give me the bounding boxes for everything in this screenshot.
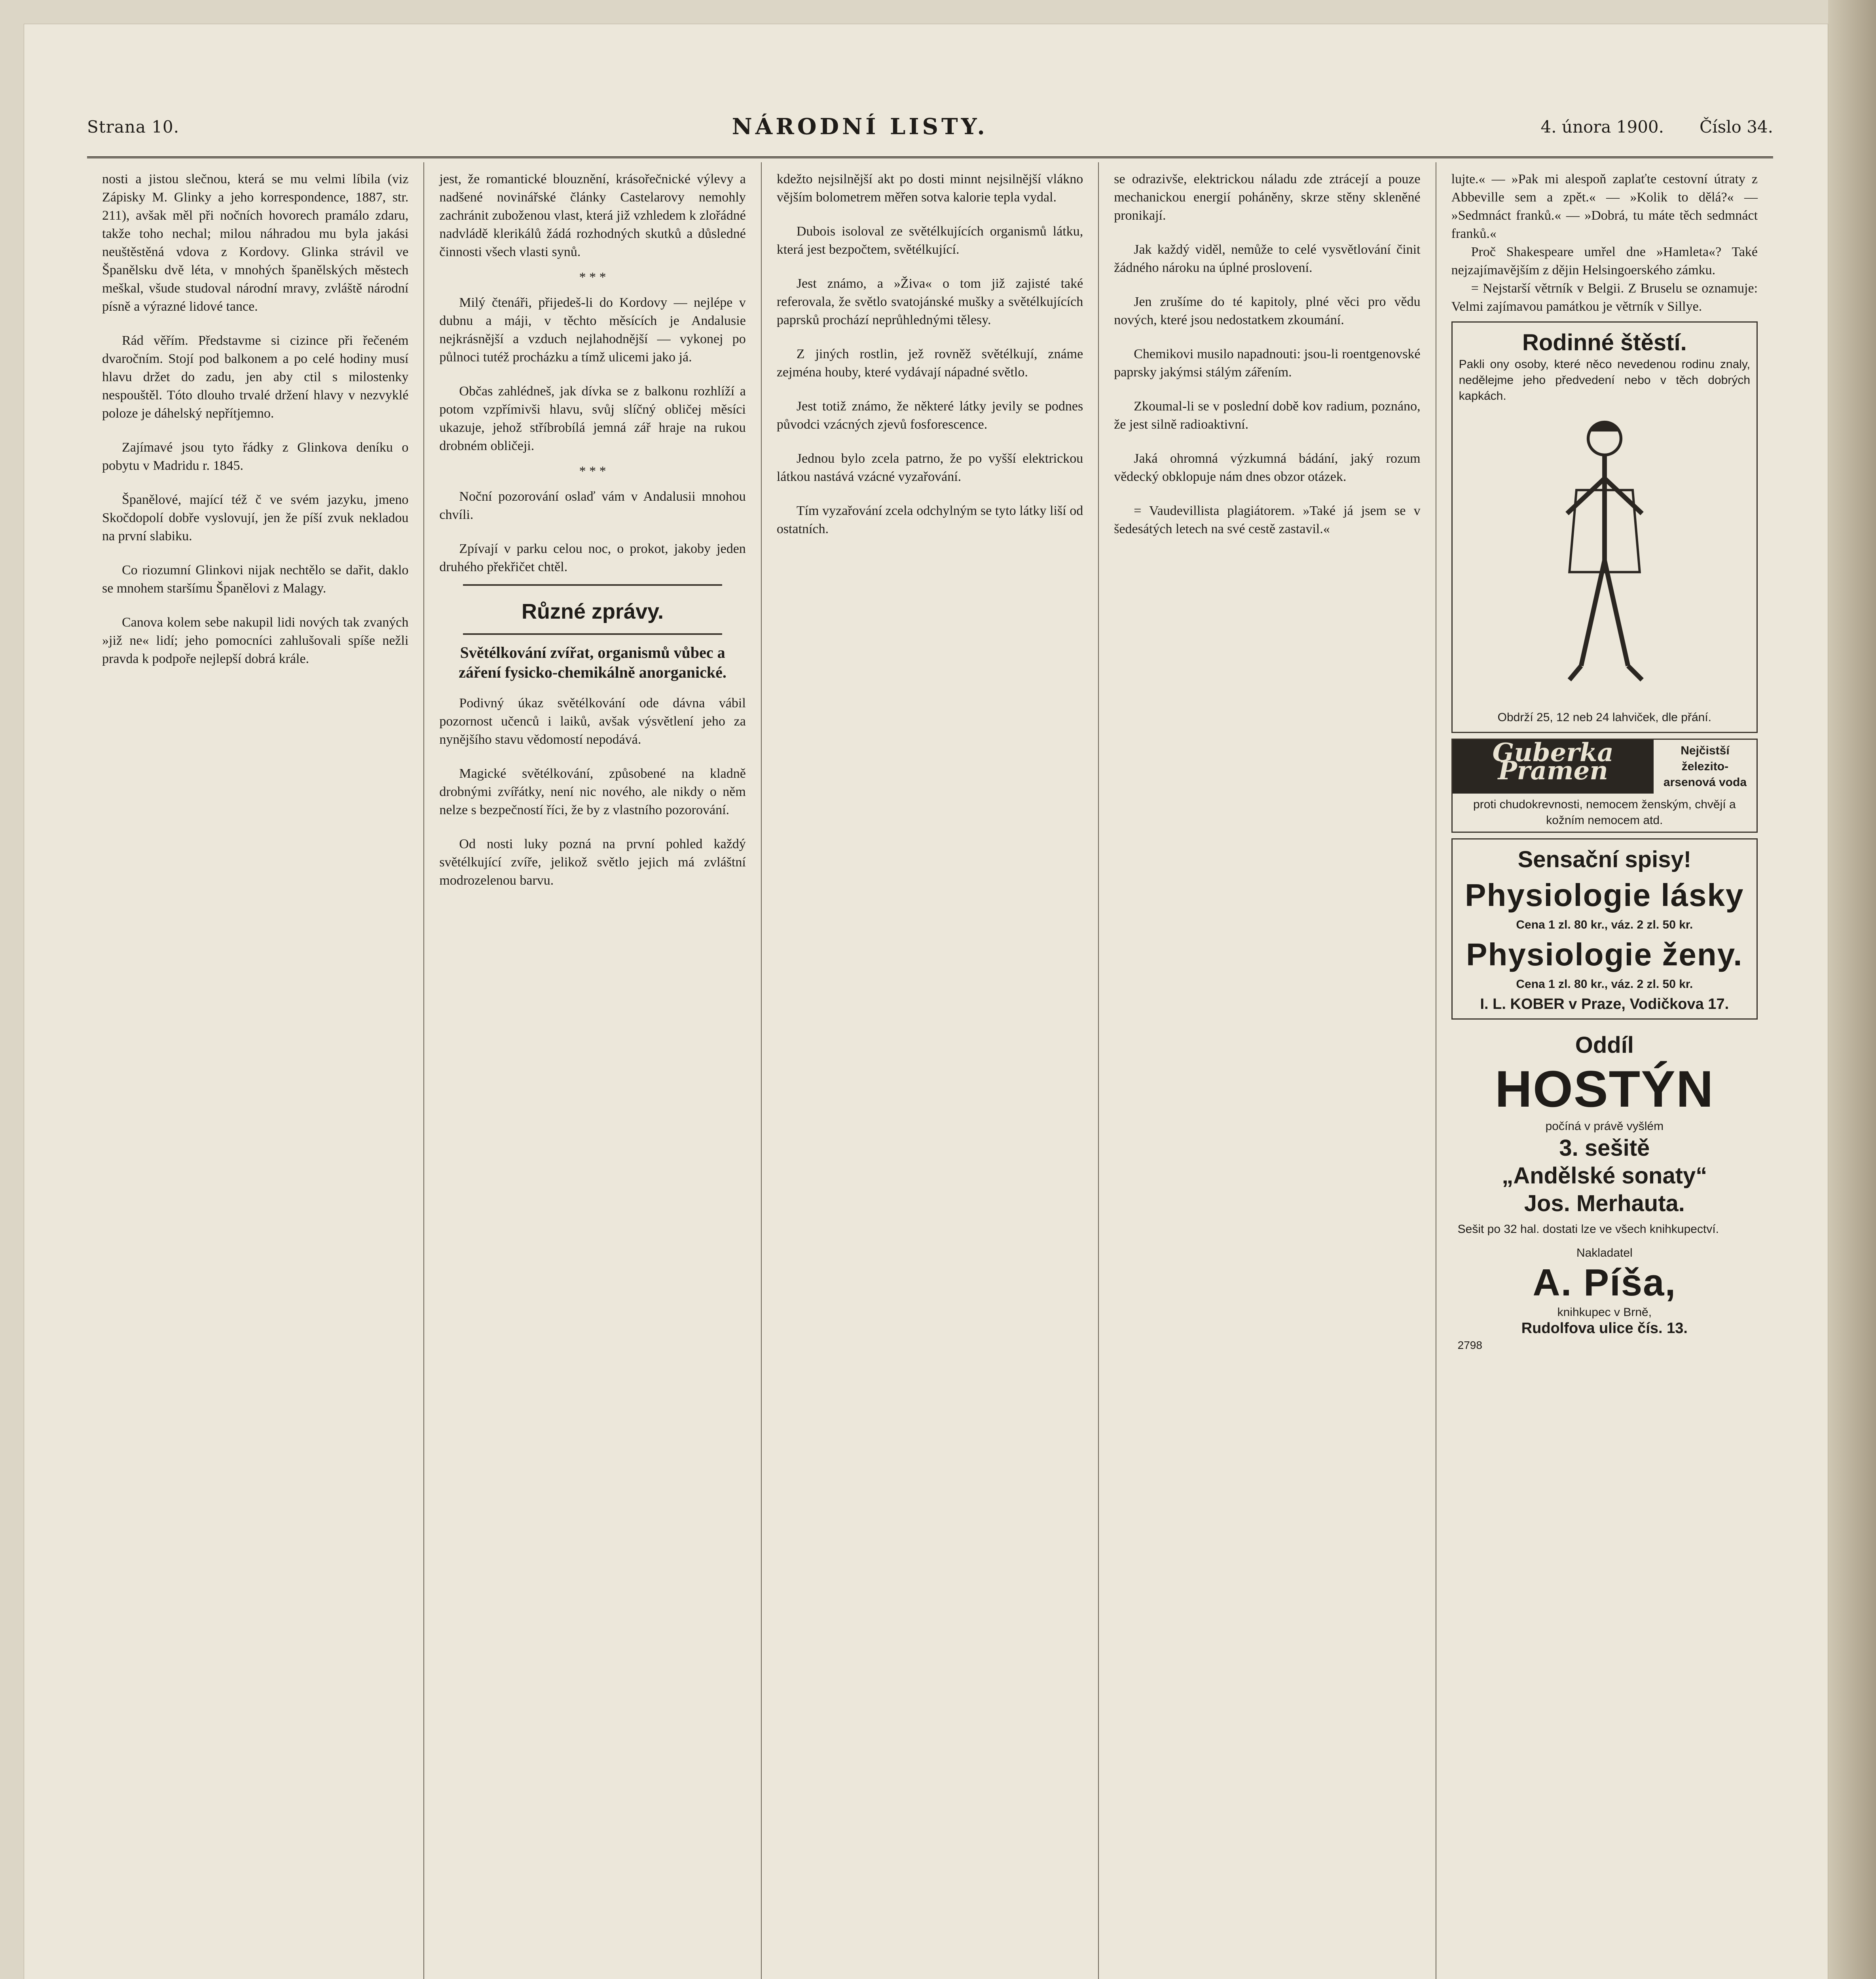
paragraph: Chemikovi musilo napadnouti: jsou-li roentgenovské paprsky jakýmsi stálým zářením. [1114, 347, 1421, 380]
book-title: Physiologie lásky [1465, 877, 1744, 913]
paragraph: Obdrží 25, 12 neb 24 lahviček, dle přání. [1497, 711, 1711, 724]
page-number: Strana 10. [87, 117, 180, 137]
paragraph: Od nosti luky pozná na první pohled každý světélkující zvíře, jelikož světlo jejich má zvláštní modrozelenou barvu. [439, 837, 746, 888]
paragraph: Jak každý viděl, nemůže to celé vysvětlování činit žádného nároku na úplné proslovení. [1114, 242, 1421, 275]
ad-note: proti chudokrevnosti, nemocem ženským, chvějí a kožním nemocem atd. [1473, 798, 1736, 827]
paragraph: Zkoumal-li se v poslední době kov radium, poznáno, že jest silně radioaktivní. [1114, 399, 1421, 432]
separator-rule [463, 633, 722, 635]
advertisement-books [1451, 838, 1758, 1020]
section-divider: * * * [579, 270, 606, 285]
section-divider: * * * [579, 464, 606, 479]
paragraph: Canova kolem sebe nakupil lidi nových tak zvaných »již ne« lidí; jeho pomocníci zahlušovali spíše nežli pravda k podpoře nejlepší dobrá krále. [102, 615, 409, 666]
column-5 [1436, 162, 1773, 1979]
paragraph: lujte.« — »Pak mi alespoň zaplaťte cestovní útraty z Abbeville sem a zpět.« — »Kolik to dělá?« — »Sedmnáct franků.« — »Dobrá, tu máte těch sedmnáct franků.« [1451, 172, 1758, 241]
ad-text: knihkupec v Brně, [1557, 1306, 1652, 1319]
paragraph: Zpívají v parku celou noc, o prokot, jakoby jeden druhého překřičet chtěl. [439, 541, 746, 574]
article-columns [87, 162, 1773, 1979]
book-title: Physiologie ženy. [1466, 937, 1743, 972]
folk-figure-illustration-icon [1533, 408, 1676, 701]
issue-number: Číslo 34. [1700, 117, 1773, 137]
paragraph: Jen zrušíme do té kapitoly, plné věci pro vědu nových, které jsou nedostatkem zkoumání. [1114, 294, 1421, 327]
paragraph: Tím vyzařování zcela odchylným se tyto látky liší od ostatních. [776, 503, 1083, 536]
paragraph: Španělové, mající též č ve svém jazyku, jmeno Skočdopolí dobře vyslovují, jen že píší zvuk nekladou na první slabiku. [102, 492, 409, 543]
paragraph: Jest totiž známo, že některé látky jevily se podnes původci vzácných zjevů fosforescence. [776, 399, 1083, 432]
ad-headline: Sensační spisy! [1517, 847, 1692, 872]
paragraph: Rád věřím. Představme si cizince při řečeném dvaročním. Stojí pod balkonem a po celé hodiny musí hlavu držet do zadu, jen aby ctil s milostenky nespouštěl. Tóto dlouho trvalé držení hlavy v nezvyklé poloze je dáhelský nepřítjemno. [102, 333, 409, 421]
publisher-name: I. L. KOBER v Praze, Vodičkova 17. [1480, 996, 1729, 1012]
article-heading: Světélkování zvířat, organismů vůbec a záření fysicko-chemikálně anorganické. [459, 644, 726, 681]
paragraph: Zajímavé jsou tyto řádky z Glinkova deníku o pobytu v Madridu r. 1845. [102, 440, 409, 473]
ad-tagline: Nejčistší železito-arsenová voda [1663, 744, 1747, 789]
column-2 [423, 162, 761, 1979]
paragraph: kdežto nejsilnější akt po dosti minnt nejsilnější vlákno vějším bolometrem měřen sotva kalorie tepla vydal. [776, 172, 1083, 205]
paragraph: Proč Shakespeare umřel dne »Hamleta«? Také nejzajímavějším z dějin Helsingoerského zámku. [1451, 245, 1758, 277]
section-heading: Různé zprávy. [522, 600, 664, 623]
ad-brand: Guberka Pramen [1453, 740, 1654, 794]
column-4 [1098, 162, 1435, 1979]
ad-number: 2798 [1457, 1339, 1482, 1351]
masthead [87, 103, 1773, 150]
ad-text: Rudolfova ulice čís. 13. [1521, 1320, 1688, 1337]
paragraph: se odrazivše, elektrickou náladu zde ztrácejí a pouze mechanickou energií poháněny, skrze stěny skleněné pronikají. [1114, 172, 1421, 223]
paragraph: = Nejstarší větrník v Belgii. Z Bruselu se oznamuje: Velmi zajímavou památkou je větrník v Sillye. [1451, 281, 1758, 314]
paragraph: Z jiných rostlin, jež rovněž světélkují, známe zejména houby, které vydávají nápadné světlo. [776, 347, 1083, 380]
ad-text: Nakladatel [1576, 1246, 1633, 1259]
issue-meta [1540, 117, 1773, 137]
paragraph: Milý čtenáři, přijedeš-li do Kordovy — nejlépe v dubnu a máji, v těchto měsících je Andalusie nejkrásnější a vzduch nejlahodnější — vykonej po půlnoci tutéž procházku a tímž ulicemi jako já. [439, 295, 746, 365]
column-3 [761, 162, 1098, 1979]
paragraph: Co riozumní Glinkovi nijak nechtělo se dařit, daklo se mnohem staršímu Španělovi z Malagy. [102, 563, 409, 596]
paragraph: jest, že romantické blouznění, krásořečnické výlevy a nadšené novinářské články Castelarovy nemohly zachránit zuboženou vlast, která již vzhledem k zlořádné nadvládě klerikálů žádá rozhodných skutků a důsledné činnosti všech vlasti synů. [439, 172, 746, 259]
ad-author: Jos. Merhauta. [1524, 1191, 1685, 1216]
issue-date: 4. února 1900. [1540, 117, 1664, 137]
advertisement-mineral-water [1451, 739, 1758, 833]
ad-title: HOSTÝN [1495, 1060, 1714, 1118]
book-price: Cena 1 zl. 80 kr., váz. 2 zl. 50 kr. [1516, 918, 1693, 931]
page-binding-edge [1828, 0, 1876, 1979]
masthead-rule [87, 156, 1773, 158]
paragraph: = Vaudevillista plagiátorem. »Také já jsem se v šedesátých letech na své cestě zastavil.« [1114, 503, 1421, 536]
paragraph: Jest známo, a »Živa« o tom již zajisté také referovala, že světlo svatojánské mušky a světélkujících paprsků prochází neprůhlednými tělesy. [776, 276, 1083, 327]
paragraph: Občas zahlédneš, jak dívka se z balkonu rozhlíží a potom vzpřímivši hlavu, svůj slíčný obličej měsíci ukazuje, jehož stříbrobílá jemná zář hraje na rukou drobném obličeji. [439, 384, 746, 453]
book-price: Cena 1 zl. 80 kr., váz. 2 zl. 50 kr. [1516, 978, 1693, 991]
ad-text: 3. sešitě [1559, 1135, 1650, 1161]
paragraph: Pakli ony osoby, které něco nevedenou rodinu znaly, nedělejme jeho předvedení nebo v těch dobrých kapkách. [1459, 358, 1751, 403]
ad-text: Sešit po 32 hal. dostati lze ve všech knihkupectví. [1457, 1223, 1719, 1236]
paragraph: Jaká ohromná výzkumná bádání, jaký rozum vědecký obklopuje nám dnes obzor otázek. [1114, 451, 1421, 484]
ad-title: „Andělské sonaty“ [1502, 1163, 1707, 1189]
publisher-name: A. Píša, [1533, 1261, 1677, 1304]
advertisement-hostyn [1451, 1025, 1758, 1361]
paragraph: Dubois isoloval ze světélkujících organismů látku, která jest bezpočtem, světélkující. [776, 224, 1083, 257]
paragraph: Podivný úkaz světélkování ode dávna vábil pozornost učenců i laiků, avšak výsvětlení jeho za nynějšího stavu vědomostí nepodává. [439, 696, 746, 747]
separator-rule [463, 584, 722, 586]
ad-heading: Rodinné štěstí. [1522, 330, 1687, 355]
paragraph: Magické světélkování, způsobené na kladně drobnými zvířátky, není nic nového, ale nikdy o něm nelze s bezpečností říci, že by z vlastního pozorování. [439, 766, 746, 817]
paragraph: Noční pozorování oslaď vám v Andalusii mnohou chvíli. [439, 489, 746, 522]
ad-text: počíná v právě vyšlém [1545, 1120, 1664, 1133]
advertisement-rodinne-stesti [1451, 321, 1758, 733]
paragraph: Jednou bylo zcela patrno, že po vyšší elektrickou látkou nastává vzácné vyzařování. [776, 451, 1083, 484]
paragraph: nosti a jistou slečnou, která se mu velmi líbila (viz Zápisky M. Glinky a jeho korrespondence, 1887, str. 211), avšak měl při nočních hovorech pramálo zdaru, takže toho nechal; milou náhradou mu byla jakási neuštěstěná vdova z Kordovy. Glinka strávil ve Španělsku dvě léta, v mnohých španělských městech meškal, všude studoval národní mravy, zvláště národní písně a výrazné lidové tance. [102, 172, 409, 314]
ad-label: Oddíl [1575, 1032, 1634, 1058]
column-1 [87, 162, 423, 1979]
newspaper-title: NÁRODNÍ LISTY. [732, 114, 988, 140]
